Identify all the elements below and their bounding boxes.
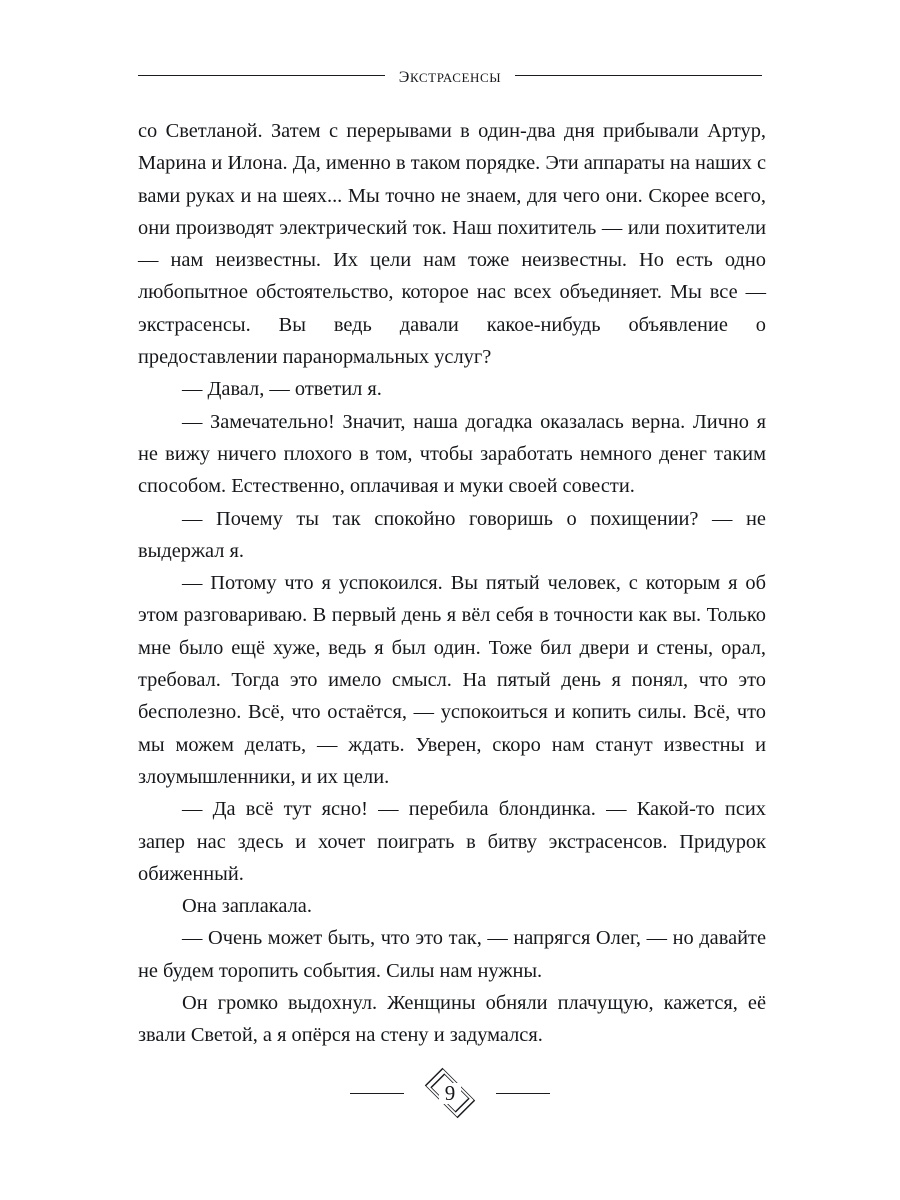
paragraph: — Потому что я успокоился. Вы пятый человек, с которым я об этом разговариваю. В первый день я вёл себя в точности как вы. Только мне было ещё хуже, ведь я был один. Тоже бил двери и стены, орал, требовал. Тогда это имело смысл. На пятый день я понял, что это бесполезно. Всё, что остаётся, — успокоиться и копить силы. Всё, что мы можем делать, — ждать. Уверен, скоро нам станут известны и злоумышленники, и их цели. [138, 572, 766, 788]
page-number: 9 [439, 1083, 462, 1104]
paragraph: — Да всё тут ясно! — перебила блондинка. — Какой-то псих запер нас здесь и хочет поиграть в битву экстрасенсов. Придурок обиженный. [138, 798, 766, 885]
paragraph: — Очень может быть, что это так, — напрягся Олег, — но давайте не будем торопить события. Силы нам нужны. [138, 927, 766, 982]
paragraph: Он громко выдохнул. Женщины обняли плачущую, кажется, её звали Светой, а я опёрся на стену и задумался. [138, 992, 766, 1047]
body-text [138, 115, 766, 1052]
paragraph: — Почему ты так спокойно говоришь о похищении? — не выдержал я. [138, 507, 766, 562]
running-head-rule-left [138, 75, 385, 76]
paragraph: — Давал, — ответил я. [182, 378, 382, 401]
running-head [138, 62, 762, 88]
folio-rule-right [496, 1093, 550, 1094]
page-folio [0, 1070, 900, 1116]
paragraph: Она заплакала. [182, 895, 312, 918]
folio-rule-left [350, 1093, 404, 1094]
running-head-rule-right [515, 75, 762, 76]
running-head-title: экстрасенсы [398, 62, 502, 87]
paragraph: со Светланой. Затем с перерывами в один-два дня прибывали Артур, Марина и Илона. Да, именно в таком порядке. Эти аппараты на наших с вами руках и на шеях... Мы точно не знаем, для чего они. Скорее всего, они производят электрический ток. Наш похититель — или похитители — нам неизвестны. Их цели нам тоже неизвестны. Но есть одно любопытное обстоятельство, которое нас всех объединяет. Мы все — экстрасенсы. Вы ведь давали какое-нибудь объявление о предоставлении паранормальных услуг? [138, 120, 766, 369]
paragraph: — Замечательно! Значит, наша догадка оказалась верна. Лично я не вижу ничего плохого в том, чтобы заработать немного денег таким способом. Естественно, оплачивая и муки своей совести. [138, 410, 766, 498]
folio-diamond-ornament [404, 1070, 496, 1116]
